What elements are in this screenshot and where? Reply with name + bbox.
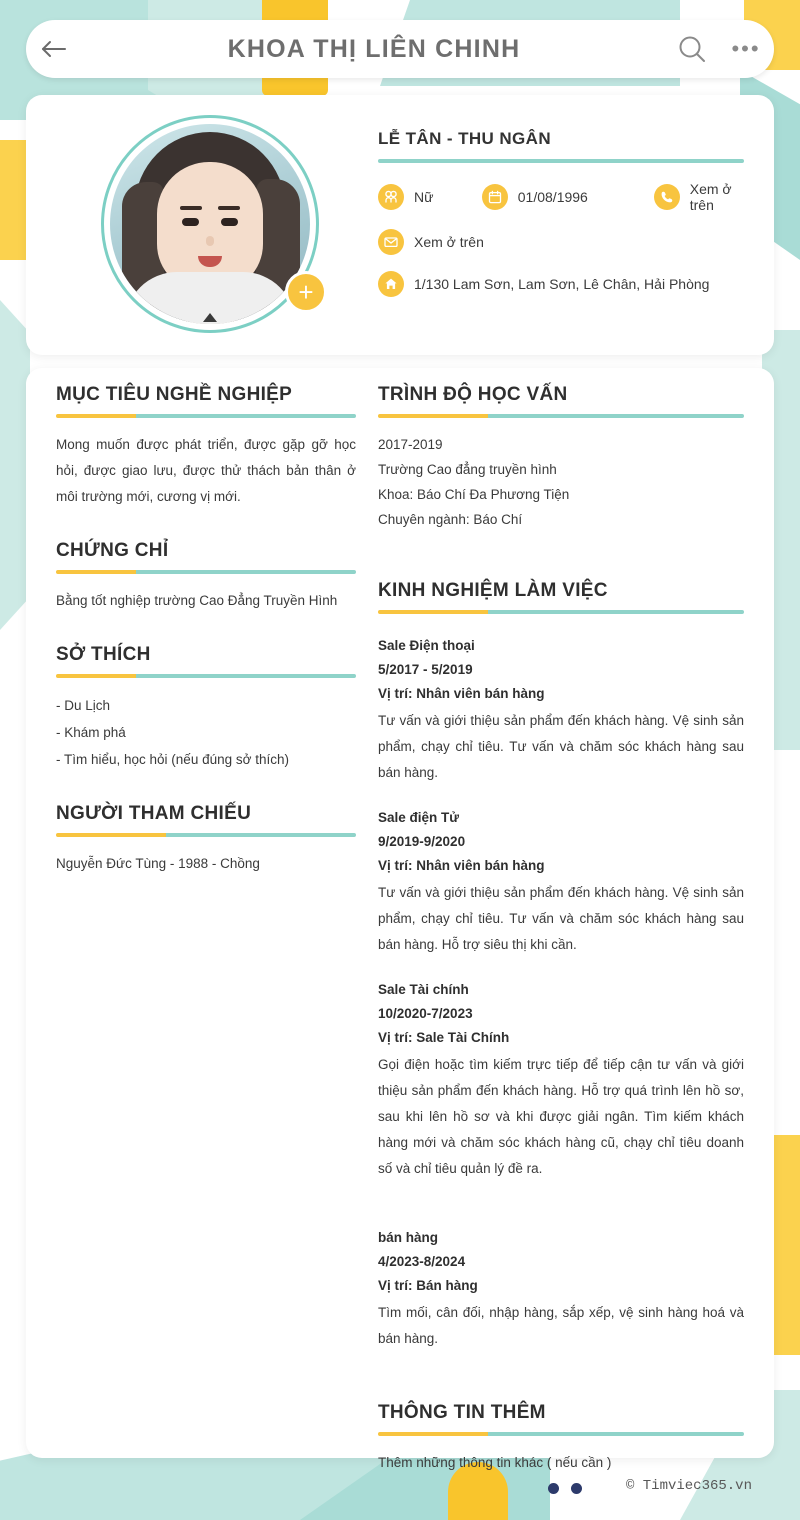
- experience-date: 4/2023-8/2024: [378, 1254, 466, 1269]
- more-info-title: THÔNG TIN THÊM: [378, 1402, 546, 1423]
- section-more-info: [378, 1402, 744, 1476]
- list-item: - Tìm hiểu, học hỏi (nếu đúng sở thích): [56, 752, 289, 767]
- objective-title: MỤC TIÊU NGHỀ NGHIỆP: [56, 384, 293, 405]
- experience-description: Gọi điện hoặc tìm kiếm trực tiếp để tiếp cận tư vấn và giới thiệu sản phẩm đến khách hàng. Hỗ trợ quá trình lên hồ sơ, sau khi lên hồ sơ và khi được giải ngân. Tìm kiếm khách hàng mới và chăm sóc khách hàng cũ, chạy chỉ tiêu doanh số và chỉ tiêu quản lý đề ra.: [378, 1057, 744, 1176]
- section-hobby: [56, 644, 356, 773]
- page-dot[interactable]: [548, 1483, 559, 1494]
- portrait-marker-icon: [203, 313, 217, 322]
- home-icon: [378, 271, 404, 297]
- page-dot[interactable]: [571, 1483, 582, 1494]
- phone-icon: [654, 184, 680, 210]
- phone-value: Xem ở trên: [689, 181, 732, 213]
- portrait-brow-left: [180, 206, 202, 210]
- profile-header-card: [26, 95, 774, 355]
- experience-item: [378, 978, 744, 1182]
- top-bar: [26, 20, 774, 78]
- section-certificate: [56, 540, 356, 614]
- mail-icon: [378, 229, 404, 255]
- experience-position: Vị trí: Sale Tài Chính: [378, 1030, 510, 1045]
- reference-text: Nguyễn Đức Tùng - 1988 - Chồng: [56, 856, 260, 871]
- experience-date: 5/2017 - 5/2019: [378, 662, 473, 677]
- certificate-title: CHỨNG CHỈ: [56, 540, 169, 561]
- right-column: [378, 384, 744, 1476]
- education-lines: [378, 432, 744, 532]
- experience-item: [378, 806, 744, 958]
- experience-title: KINH NGHIỆM LÀM VIỆC: [378, 580, 608, 601]
- experience-date: 10/2020-7/2023: [378, 1006, 473, 1021]
- education-line: 2017-2019: [378, 437, 443, 452]
- certificate-text: Bằng tốt nghiệp trường Cao Đẳng Truyền Hình: [56, 593, 338, 608]
- address-item: [378, 271, 709, 297]
- education-underline: [378, 414, 744, 418]
- avatar-photo: [110, 124, 310, 324]
- education-line: Chuyên ngành: Báo Chí: [378, 512, 523, 527]
- section-objective: [56, 384, 356, 510]
- calendar-icon: [482, 184, 508, 210]
- email-value: Xem ở trên: [414, 234, 484, 250]
- reference-underline: [56, 833, 356, 837]
- portrait-eye-right: [221, 218, 238, 226]
- portrait-eye-left: [182, 218, 199, 226]
- experience-description: Tư vấn và giới thiệu sản phẩm đến khách hàng. Vệ sinh sản phẩm, chạy chỉ tiêu. Tư vấn và chăm sóc khách hàng sau bán hàng.: [378, 713, 744, 780]
- left-column: [56, 384, 356, 877]
- experience-company: Sale Tài chính: [378, 982, 469, 997]
- more-info-text: Thêm những thông tin khác ( nếu cần ): [378, 1455, 612, 1470]
- arrow-left-icon: [41, 40, 67, 58]
- experience-company: Sale Điện thoại: [378, 638, 475, 653]
- page-indicator[interactable]: [548, 1483, 582, 1494]
- phone-item: [654, 181, 744, 213]
- experience-company: bán hàng: [378, 1230, 438, 1245]
- section-education: [378, 384, 744, 532]
- address-value: 1/130 Lam Sơn, Lam Sơn, Lê Chân, Hải Phòng: [414, 276, 710, 292]
- experience-description: Tìm mối, cân đối, nhập hàng, sắp xếp, vệ sinh hàng hoá và bán hàng.: [378, 1305, 744, 1346]
- portrait-nose: [206, 236, 214, 246]
- hobby-title: SỞ THÍCH: [56, 644, 151, 665]
- education-line: Trường Cao đẳng truyền hình: [378, 462, 557, 477]
- add-photo-button[interactable]: +: [285, 271, 327, 313]
- experience-position: Vị trí: Nhân viên bán hàng: [378, 858, 545, 873]
- objective-text: Mong muốn được phát triển, được gặp gỡ học hỏi, được giao lưu, được thử thách bản thân ở môi trường mới, cương vị mới.: [56, 437, 356, 504]
- profile-info: [378, 129, 744, 313]
- birthday-item: [482, 184, 644, 210]
- experience-position: Vị trí: Bán hàng: [378, 1278, 478, 1293]
- search-icon: [677, 34, 707, 64]
- birthday-value: 01/08/1996: [517, 189, 588, 205]
- email-item: [378, 229, 484, 255]
- reference-title: NGƯỜI THAM CHIẾU: [56, 803, 252, 824]
- more-options-button[interactable]: •••: [731, 36, 761, 61]
- certificate-underline: [56, 570, 356, 574]
- education-line: Khoa: Báo Chí Đa Phương Tiện: [378, 487, 570, 502]
- contact-row-3: [378, 271, 744, 297]
- credit-label: © Timviec365.vn: [625, 1478, 752, 1494]
- gender-icon: [378, 184, 404, 210]
- avatar: [101, 115, 327, 333]
- cv-body-card: [26, 368, 774, 1470]
- contact-row-1: [378, 181, 744, 213]
- list-item: - Khám phá: [56, 725, 126, 740]
- experience-description: Tư vấn và giới thiệu sản phẩm đến khách hàng. Vệ sinh sản phẩm, chạy chỉ tiêu. Tư vấn và chăm sóc khách hàng sau bán hàng. Hỗ trợ siêu thị khi cần.: [378, 885, 744, 952]
- gender-value: Nữ: [414, 189, 434, 205]
- contact-info-list: [378, 181, 744, 297]
- experience-underline: [378, 610, 744, 614]
- gender-item: [378, 184, 472, 210]
- more-info-underline: [378, 1432, 744, 1436]
- back-button[interactable]: [26, 20, 82, 78]
- education-title: TRÌNH ĐỘ HỌC VẤN: [378, 384, 568, 405]
- list-item: - Du Lịch: [56, 698, 111, 713]
- experience-date: 9/2019-9/2020: [378, 834, 466, 849]
- section-experience: [378, 580, 744, 1352]
- portrait-brow-right: [218, 206, 240, 210]
- job-title: LỄ TÂN - THU NGÂN: [378, 129, 552, 148]
- experience-company: Sale điện Tử: [378, 810, 460, 825]
- section-reference: [56, 803, 356, 877]
- contact-row-2: [378, 229, 744, 255]
- page-title: KHOA THỊ LIÊN CHINH: [227, 34, 521, 63]
- experience-position: Vị trí: Nhân viên bán hàng: [378, 686, 545, 701]
- title-underline: [378, 159, 744, 163]
- hobby-underline: [56, 674, 356, 678]
- hobby-list: [56, 692, 356, 773]
- experience-item: [378, 634, 744, 786]
- search-button[interactable]: [666, 20, 718, 78]
- experience-item: [378, 1226, 744, 1352]
- objective-underline: [56, 414, 356, 418]
